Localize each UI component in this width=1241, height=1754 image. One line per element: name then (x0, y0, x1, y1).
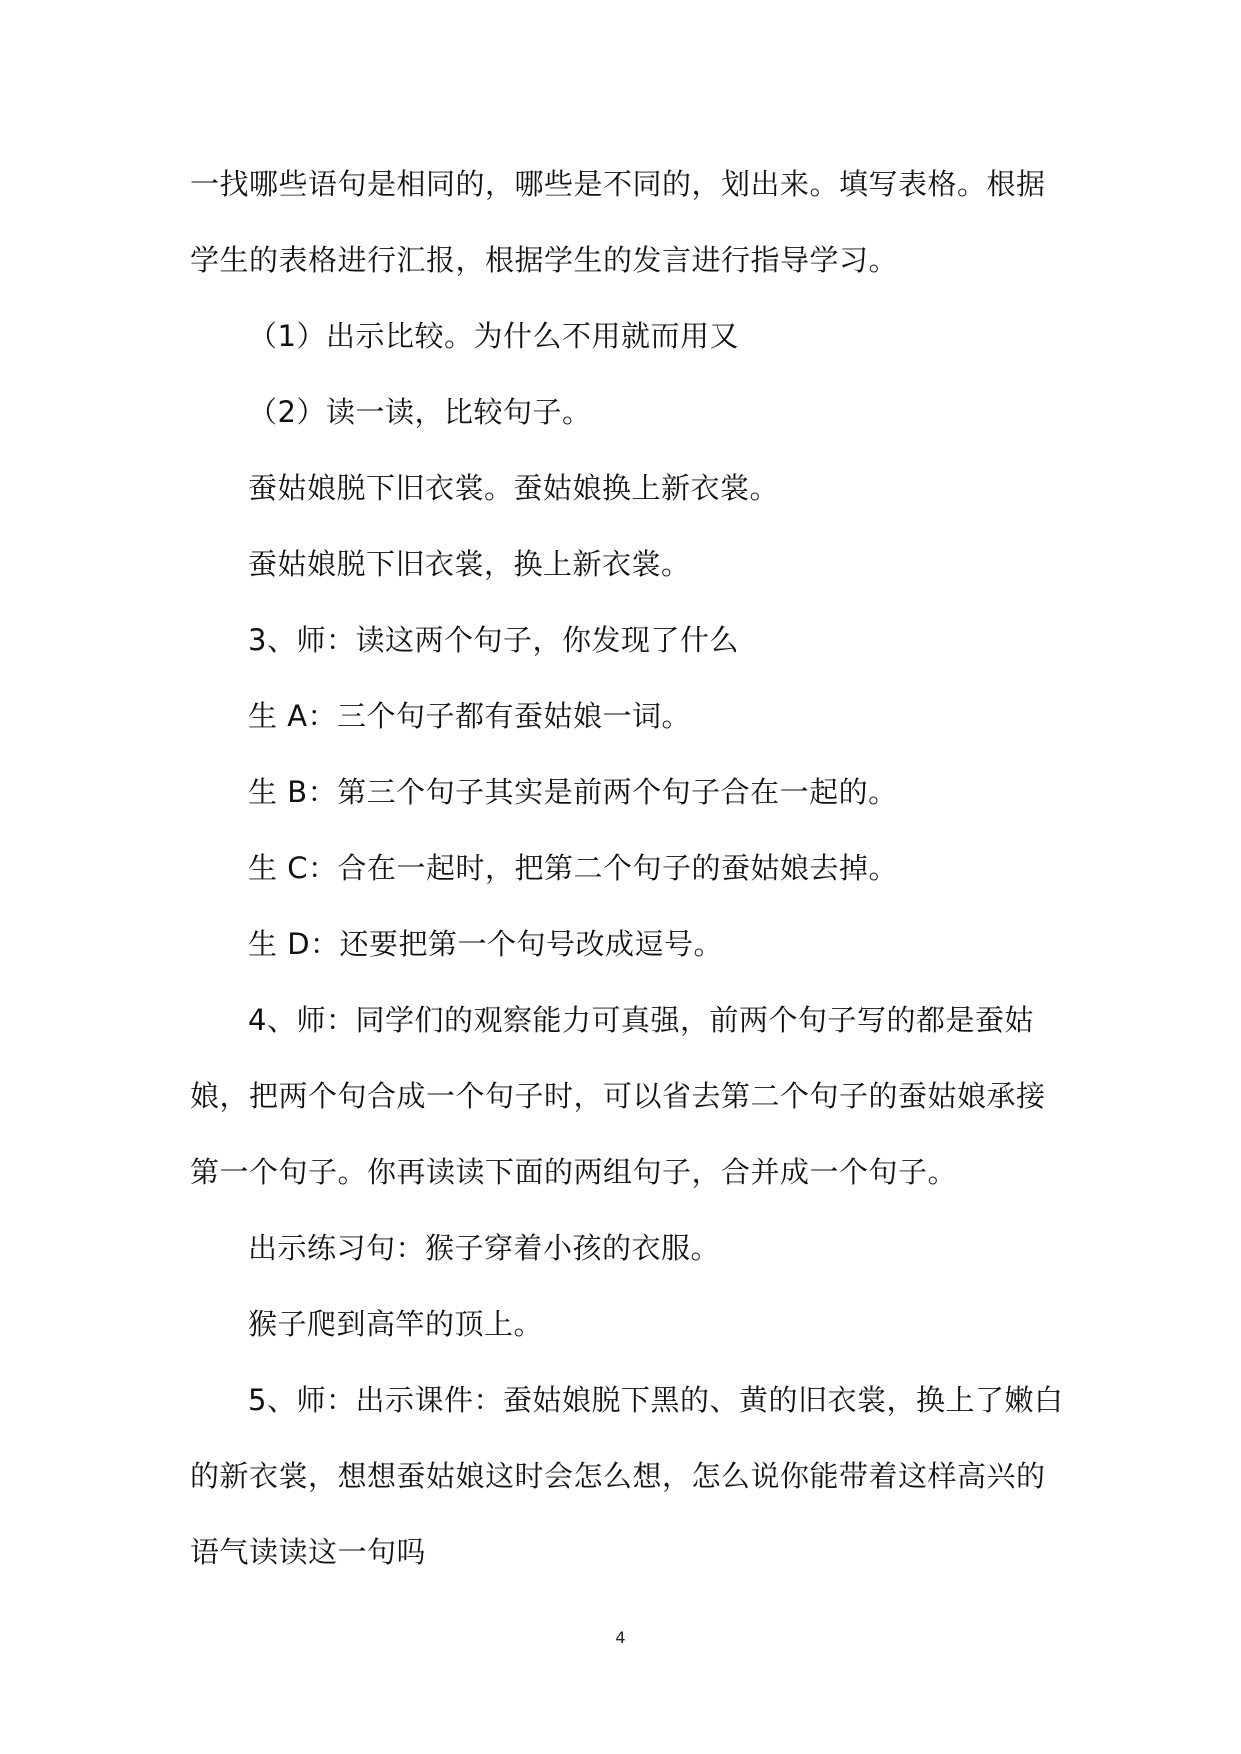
paragraph-14: 5、师：出示课件：蚕姑娘脱下黑的、黄的旧衣裳，换上了嫩白的新衣裳，想想蚕姑娘这时会怎么想，怎么说你能带着这样高兴的语气读读这一句吗 (190, 1383, 1064, 1569)
paragraph-9: 生 C：合在一起时，把第二个句子的蚕姑娘去掉。 (248, 851, 898, 885)
paragraph-12: 出示练习句：猴子穿着小孩的衣服。 (248, 1231, 721, 1265)
page-number: 4 (615, 1628, 626, 1647)
paragraph-2: （1）出示比较。为什么不用就而用又 (248, 319, 739, 353)
paragraph-5: 蚕姑娘脱下旧衣裳，换上新衣裳。 (248, 547, 691, 581)
paragraph-4: 蚕姑娘脱下旧衣裳。蚕姑娘换上新衣裳。 (248, 471, 780, 505)
paragraph-13: 猴子爬到高竿的顶上。 (248, 1307, 544, 1341)
paragraph-6: 3、师：读这两个句子，你发现了什么 (248, 623, 739, 657)
paragraph-3: （2）读一读，比较句子。 (248, 395, 592, 429)
body-text (190, 146, 1070, 1590)
paragraph-7: 生 A：三个句子都有蚕姑娘一词。 (248, 699, 692, 733)
paragraph-1: 一找哪些语句是相同的，哪些是不同的，划出来。填写表格。根据学生的表格进行汇报，根据学生的发言进行指导学习。 (190, 167, 1046, 277)
paragraph-10: 生 D：还要把第一个句号改成逗号。 (248, 927, 724, 961)
paragraph-11: 4、师：同学们的观察能力可真强，前两个句子写的都是蚕姑娘，把两个句合成一个句子时，可以省去第二个句子的蚕姑娘承接第一个句子。你再读读下面的两组句子，合并成一个句子。 (190, 1003, 1046, 1189)
paragraph-8: 生 B：第三个句子其实是前两个句子合在一起的。 (248, 775, 898, 809)
